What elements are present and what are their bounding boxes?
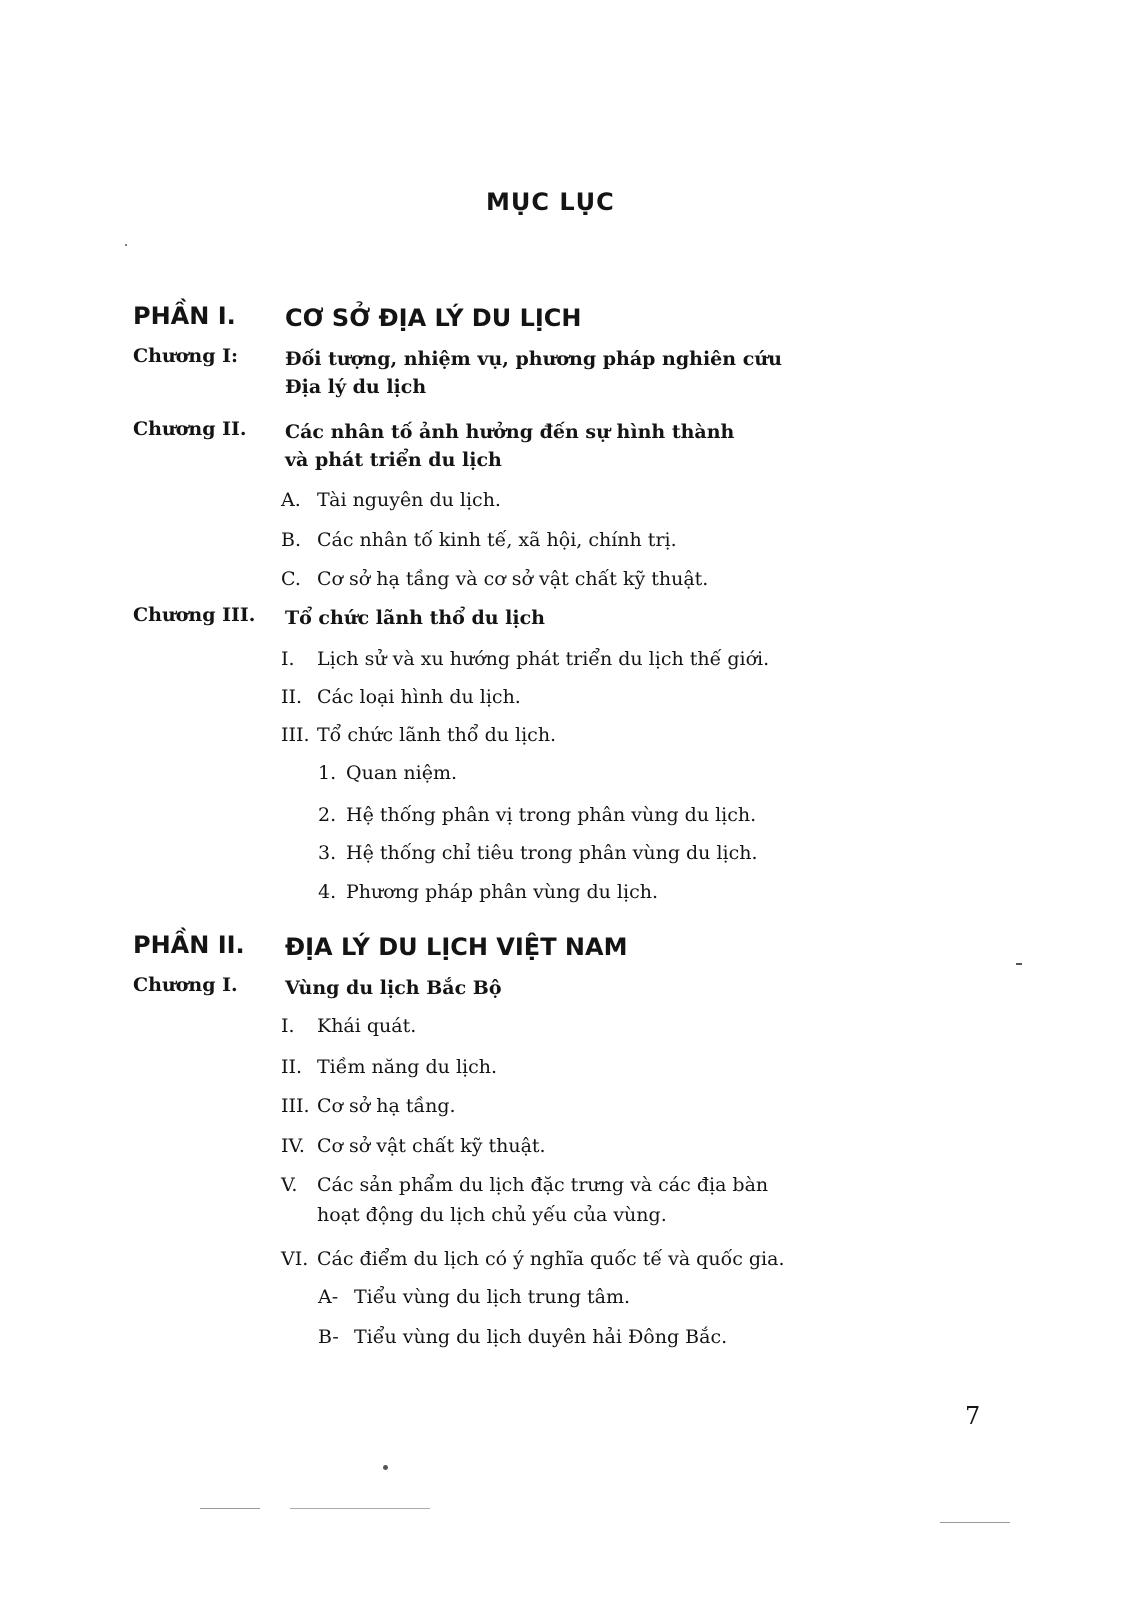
toc-item-text: Các loại hình du lịch.	[317, 686, 521, 708]
chapter-1-1-title	[285, 345, 782, 401]
toc-item-number: C.	[281, 568, 301, 590]
toc-item-text: Cơ sở vật chất kỹ thuật.	[317, 1135, 546, 1157]
toc-item-number: VI.	[281, 1248, 309, 1270]
scan-speck	[383, 1465, 388, 1470]
toc-subitem	[318, 838, 758, 868]
toc-item	[281, 1170, 768, 1230]
toc-item-number: B.	[281, 529, 302, 551]
toc-item-text: Các sản phẩm du lịch đặc trưng và các địa bàn	[317, 1174, 769, 1196]
toc-subitem-number: B-	[318, 1326, 339, 1348]
chapter-title-line: Đối tượng, nhiệm vụ, phương pháp nghiên cứu	[285, 348, 782, 370]
toc-subitem-number: 4.	[318, 881, 337, 903]
chapter-1-2-label: Chương II.	[133, 418, 247, 440]
toc-subitem-text: Tiểu vùng du lịch duyên hải Đông Bắc.	[354, 1326, 728, 1348]
chapter-title-line: Tổ chức lãnh thổ du lịch	[285, 607, 545, 629]
scan-speck	[940, 1522, 1010, 1523]
chapter-title-line: Vùng du lịch Bắc Bộ	[285, 977, 502, 999]
scan-speck	[1016, 963, 1022, 965]
toc-item-text-continued: hoạt động du lịch chủ yếu của vùng.	[317, 1204, 667, 1226]
toc-item-text: Tài nguyên du lịch.	[317, 489, 501, 511]
scan-speck	[200, 1508, 260, 1509]
part-1-title: CƠ SỞ ĐỊA LÝ DU LỊCH	[285, 304, 582, 332]
chapter-title-line: và phát triển du lịch	[285, 449, 502, 471]
chapter-1-1-label: Chương I:	[133, 345, 239, 367]
part-2-label: PHẦN II.	[133, 931, 245, 959]
toc-item-text: Cơ sở hạ tầng và cơ sở vật chất kỹ thuật.	[317, 568, 709, 590]
toc-subitem-text: Hệ thống chỉ tiêu trong phân vùng du lịch.	[346, 842, 758, 864]
chapter-2-1-label: Chương I.	[133, 974, 238, 996]
toc-item-number: I.	[281, 1015, 295, 1037]
toc-item-number: V.	[281, 1174, 298, 1196]
toc-item	[281, 485, 501, 515]
toc-item-text: Cơ sở hạ tầng.	[317, 1095, 456, 1117]
toc-item-text: Tiềm năng du lịch.	[317, 1056, 498, 1078]
chapter-1-3-title	[285, 604, 545, 632]
toc-subitem-text: Quan niệm.	[346, 762, 458, 784]
toc-subitem	[318, 800, 756, 830]
toc-subitem-number: 3.	[318, 842, 337, 864]
toc-subitem	[318, 1282, 630, 1312]
toc-item-text: Các điểm du lịch có ý nghĩa quốc tế và quốc gia.	[317, 1248, 785, 1270]
chapter-1-2-title	[285, 418, 734, 474]
toc-item-number: IV.	[281, 1135, 305, 1157]
toc-item-number: III.	[281, 1095, 310, 1117]
page-title: MỤC LỤC	[486, 188, 615, 216]
toc-item-text: Khái quát.	[317, 1015, 417, 1037]
toc-subitem	[318, 877, 658, 907]
toc-item	[281, 682, 521, 712]
chapter-title-line: Địa lý du lịch	[285, 376, 427, 398]
toc-subitem-number: A-	[318, 1286, 339, 1308]
toc-item	[281, 720, 556, 750]
part-1-label: PHẦN I.	[133, 302, 236, 330]
part-2-title: ĐỊA LÝ DU LỊCH VIỆT NAM	[285, 933, 628, 961]
toc-subitem-text: Phương pháp phân vùng du lịch.	[346, 881, 658, 903]
toc-item-text: Tổ chức lãnh thổ du lịch.	[317, 724, 557, 746]
toc-item	[281, 1052, 497, 1082]
scan-speck	[125, 244, 127, 246]
toc-item	[281, 1091, 456, 1121]
toc-item-number: I.	[281, 648, 295, 670]
toc-item-text: Các nhân tố kinh tế, xã hội, chính trị.	[317, 529, 677, 551]
chapter-1-3-label: Chương III.	[133, 604, 256, 626]
toc-item-number: III.	[281, 724, 310, 746]
scan-speck	[290, 1508, 430, 1509]
toc-item-number: II.	[281, 1056, 303, 1078]
chapter-2-1-title	[285, 974, 502, 1002]
toc-item	[281, 525, 677, 555]
toc-item	[281, 1244, 785, 1274]
toc-item-number: II.	[281, 686, 303, 708]
toc-subitem-number: 1.	[318, 762, 337, 784]
page-number: 7	[965, 1402, 981, 1430]
toc-item	[281, 1011, 416, 1041]
toc-subitem	[318, 758, 457, 788]
toc-item	[281, 1131, 546, 1161]
toc-item-number: A.	[281, 489, 301, 511]
toc-item-text: Lịch sử và xu hướng phát triển du lịch thế giới.	[317, 648, 770, 670]
toc-subitem-text: Hệ thống phân vị trong phân vùng du lịch.	[346, 804, 757, 826]
chapter-title-line: Các nhân tố ảnh hưởng đến sự hình thành	[285, 421, 735, 443]
toc-subitem-text: Tiểu vùng du lịch trung tâm.	[354, 1286, 631, 1308]
toc-subitem	[318, 1322, 727, 1352]
toc-item	[281, 644, 769, 674]
toc-subitem-number: 2.	[318, 804, 337, 826]
toc-item	[281, 564, 708, 594]
